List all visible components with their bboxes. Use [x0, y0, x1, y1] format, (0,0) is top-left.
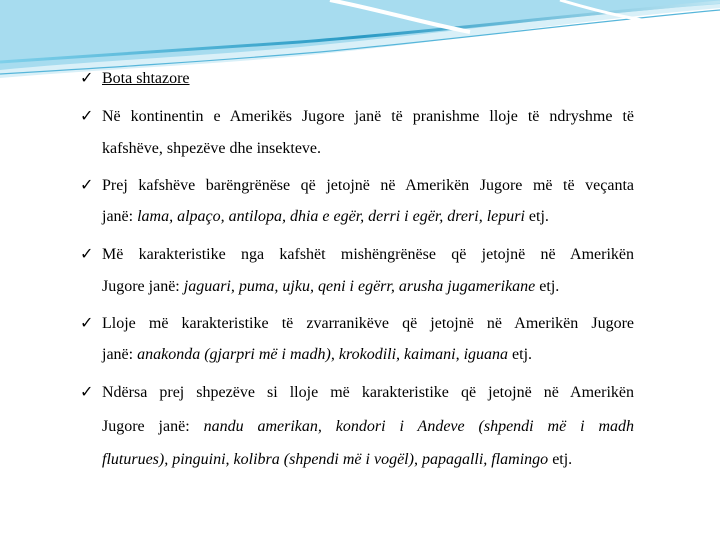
bullet-3-line1: Më karakteristike nga kafshët mishëngrënëse që jetojnë në Amerikën [102, 246, 634, 263]
bullet-2-line1: Prej kafshëve barëngrënëse që jetojnë në Amerikën Jugore më të veçanta [102, 177, 634, 194]
check-icon: ✓ [80, 70, 94, 87]
bullet-4-line2: janë: anakonda (gjarpri më i madh), krokodili, kaimani, iguana etj. [102, 346, 533, 363]
bullet-4-line1: Lloje më karakteristike të zvarranikëve që jetojnë në Amerikën Jugore [102, 315, 634, 332]
heading: Bota shtazore [102, 70, 190, 87]
check-icon: ✓ [80, 246, 94, 263]
check-icon: ✓ [80, 177, 94, 194]
bullet-2-line2: janë: lama, alpaço, antilopa, dhia e egër, derri i egër, dreri, lepuri etj. [102, 208, 549, 225]
check-icon: ✓ [80, 384, 94, 401]
check-icon: ✓ [80, 315, 94, 332]
bullet-3-line2: Jugore janë: jaguari, puma, ujku, qeni i egërr, arusha jugamerikane etj. [102, 278, 560, 295]
bullet-5-line3: fluturues), pinguini, kolibra (shpendi më i vogël), papagalli, flamingo etj. [102, 451, 573, 468]
check-icon: ✓ [80, 108, 94, 125]
bullet-1-line2: kafshëve, shpezëve dhe insekteve. [102, 140, 322, 157]
bullet-5-line2: Jugore janë: nandu amerikan, kondori i Andeve (shpendi më i madh [102, 418, 634, 435]
bullet-1-line1: Në kontinentin e Amerikës Jugore janë të pranishme lloje të ndryshme të [102, 108, 634, 125]
bullet-5-line1: Ndërsa prej shpezëve si lloje më karakteristike që jetojnë në Amerikën [102, 384, 634, 401]
